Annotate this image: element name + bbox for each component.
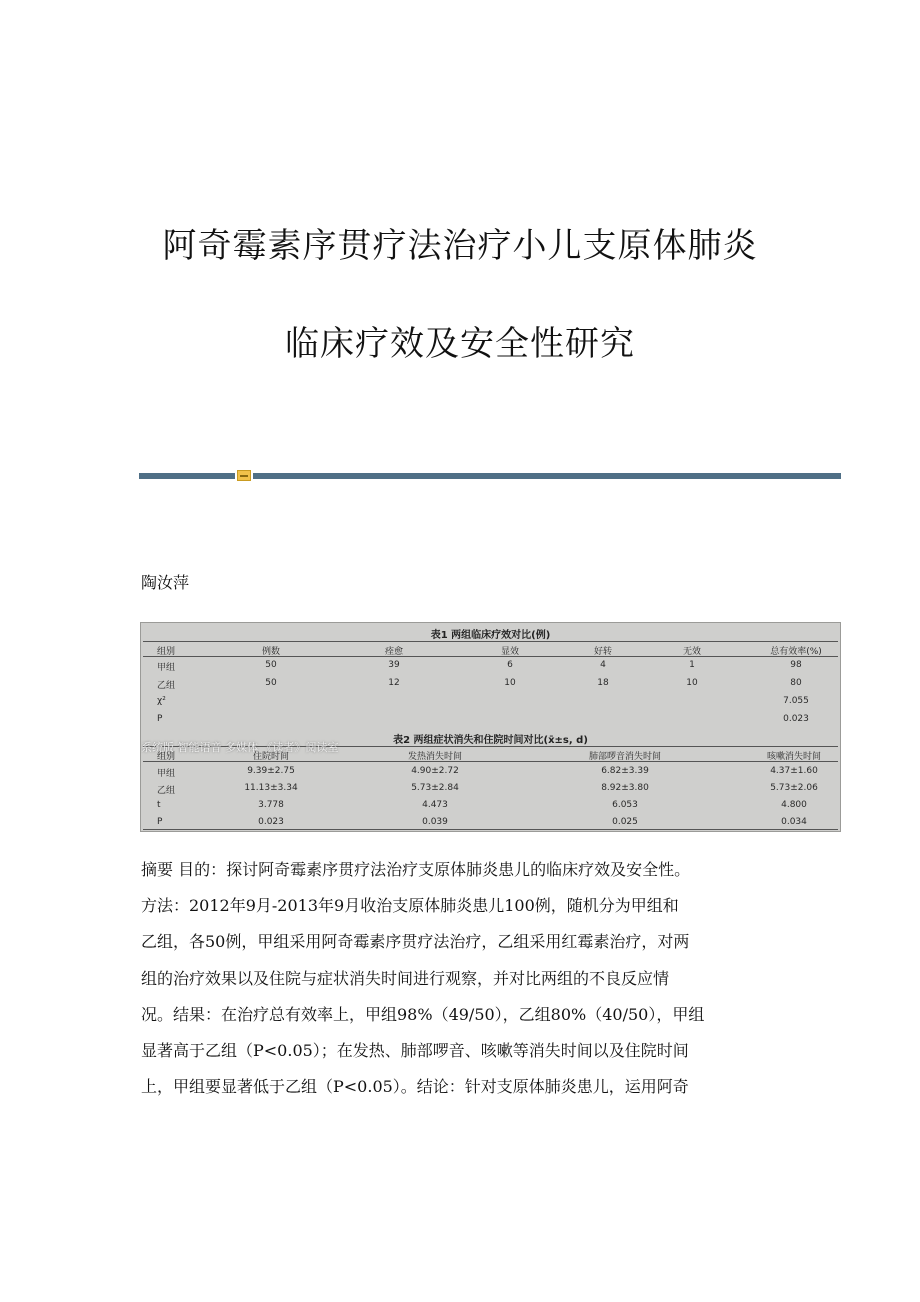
table2-cell: 0.034 [781, 817, 807, 827]
abstract-line: 况。结果：在治疗总有效率上，甲组98%（49/50），乙组80%（40/50），甲组 [141, 1004, 705, 1024]
table2-cell: 8.92±3.80 [601, 783, 649, 793]
table2-cell: 5.73±2.06 [770, 783, 818, 793]
table1-cell: 甲组 [157, 663, 176, 673]
abstract-line: 显著高于乙组（P<0.05）；在发热、肺部啰音、咳嗽等消失时间以及住院时间 [141, 1041, 689, 1061]
table2-cell: 0.025 [612, 817, 638, 827]
table2-caption: 表2 两组症状消失和住院时间对比(x̄±s, d) [393, 735, 588, 746]
abstract-line: 乙组，各50例，甲组采用阿奇霉素序贯疗法治疗，乙组采用红霉素治疗，对两 [141, 932, 690, 952]
table2-cell: 6.82±3.39 [601, 766, 649, 776]
table2-header-cell: 发热消失时间 [407, 752, 463, 762]
divider-bar-left [139, 473, 235, 479]
table2-cell: 4.800 [781, 800, 807, 810]
table1-cell: 10 [686, 678, 698, 688]
table1-cell: 10 [504, 678, 516, 688]
table1-cell: 98 [790, 660, 802, 670]
table2-bottom-rule [143, 829, 838, 830]
table2-header-rule [143, 761, 838, 762]
table1-caption: 表1 两组临床疗效对比(例) [430, 630, 551, 641]
table2-cell: 3.778 [258, 800, 284, 810]
table1-cell: 乙组 [157, 681, 176, 691]
table1-cell: 6 [507, 660, 513, 670]
paper-title-line-2: 临床疗效及安全性研究 [285, 324, 635, 364]
table2-header-cell: 住院时间 [252, 752, 290, 762]
author-name: 陶汝萍 [141, 573, 190, 592]
table1-cell: 39 [388, 660, 400, 670]
table2-cell: P [157, 817, 163, 827]
table2-cell: 9.39±2.75 [247, 766, 295, 776]
table2-cell: 甲组 [157, 769, 176, 779]
abstract-line: 组的治疗效果以及住院与症状消失时间进行观察，并对比两组的不良反应情 [141, 968, 670, 988]
table1-header-cell: 组别 [157, 647, 176, 657]
table1-cell: 18 [597, 678, 609, 688]
table2-cell: 4.37±1.60 [770, 766, 818, 776]
table1-cell: 7.055 [783, 696, 809, 706]
table1-header-cell: 无效 [682, 647, 702, 657]
section-divider [139, 470, 841, 482]
table1-cell: 50 [265, 660, 277, 670]
abstract-line: 方法：2012年9月-2013年9月收治支原体肺炎患儿100例，随机分为甲组和 [141, 896, 679, 916]
table1-cell: 50 [265, 678, 277, 688]
table1-cell: 12 [388, 678, 400, 688]
table2-cell: t [157, 800, 161, 810]
table2-cell: 0.039 [422, 817, 448, 827]
table2-header-cell: 咳嗽消失时间 [766, 752, 822, 762]
table2-cell: 11.13±3.34 [244, 783, 298, 793]
table1-cell: 1 [689, 660, 695, 670]
table1-header-rule [143, 656, 838, 657]
divider-bar-right [253, 473, 841, 479]
table2-header-cell: 组别 [157, 752, 176, 762]
table2-cell: 乙组 [157, 786, 176, 796]
table2-header-cell: 肺部啰音消失时间 [588, 752, 662, 762]
abstract [141, 852, 781, 1105]
table2-cell: 0.023 [258, 817, 284, 827]
paper-title-line-1: 阿奇霉素序贯疗法治疗小儿支原体肺炎 [162, 226, 758, 266]
table1-header-cell: 总有效率(%) [770, 647, 822, 657]
table1-cell: P [157, 714, 163, 724]
watermark-overlay-text: 系统版 智能语音 多媒体 《读者》阅读室 [141, 741, 339, 754]
envelope-icon [237, 470, 251, 481]
abstract-line: 上，甲组要显著低于乙组（P<0.05）。结论：针对支原体肺炎患儿，运用阿奇 [141, 1077, 689, 1097]
table1-cell: 4 [600, 660, 606, 670]
table1-cell: 80 [790, 678, 802, 688]
table1-cell: 0.023 [783, 714, 809, 724]
table1-top-rule [143, 641, 838, 642]
table2-cell: 4.473 [422, 800, 448, 810]
table1-header-cell: 显效 [500, 647, 520, 657]
table1-cell: χ² [157, 696, 166, 706]
table1-header-cell: 例数 [261, 647, 281, 657]
tables-figure [140, 622, 841, 832]
abstract-line: 摘要 目的：探讨阿奇霉素序贯疗法治疗支原体肺炎患儿的临床疗效及安全性。 [141, 860, 691, 879]
table2-cell: 5.73±2.84 [411, 783, 459, 793]
table1-header-cell: 好转 [593, 647, 613, 657]
table2-cell: 4.90±2.72 [411, 766, 459, 776]
table2-cell: 6.053 [612, 800, 638, 810]
table1-header-cell: 痊愈 [384, 647, 404, 657]
